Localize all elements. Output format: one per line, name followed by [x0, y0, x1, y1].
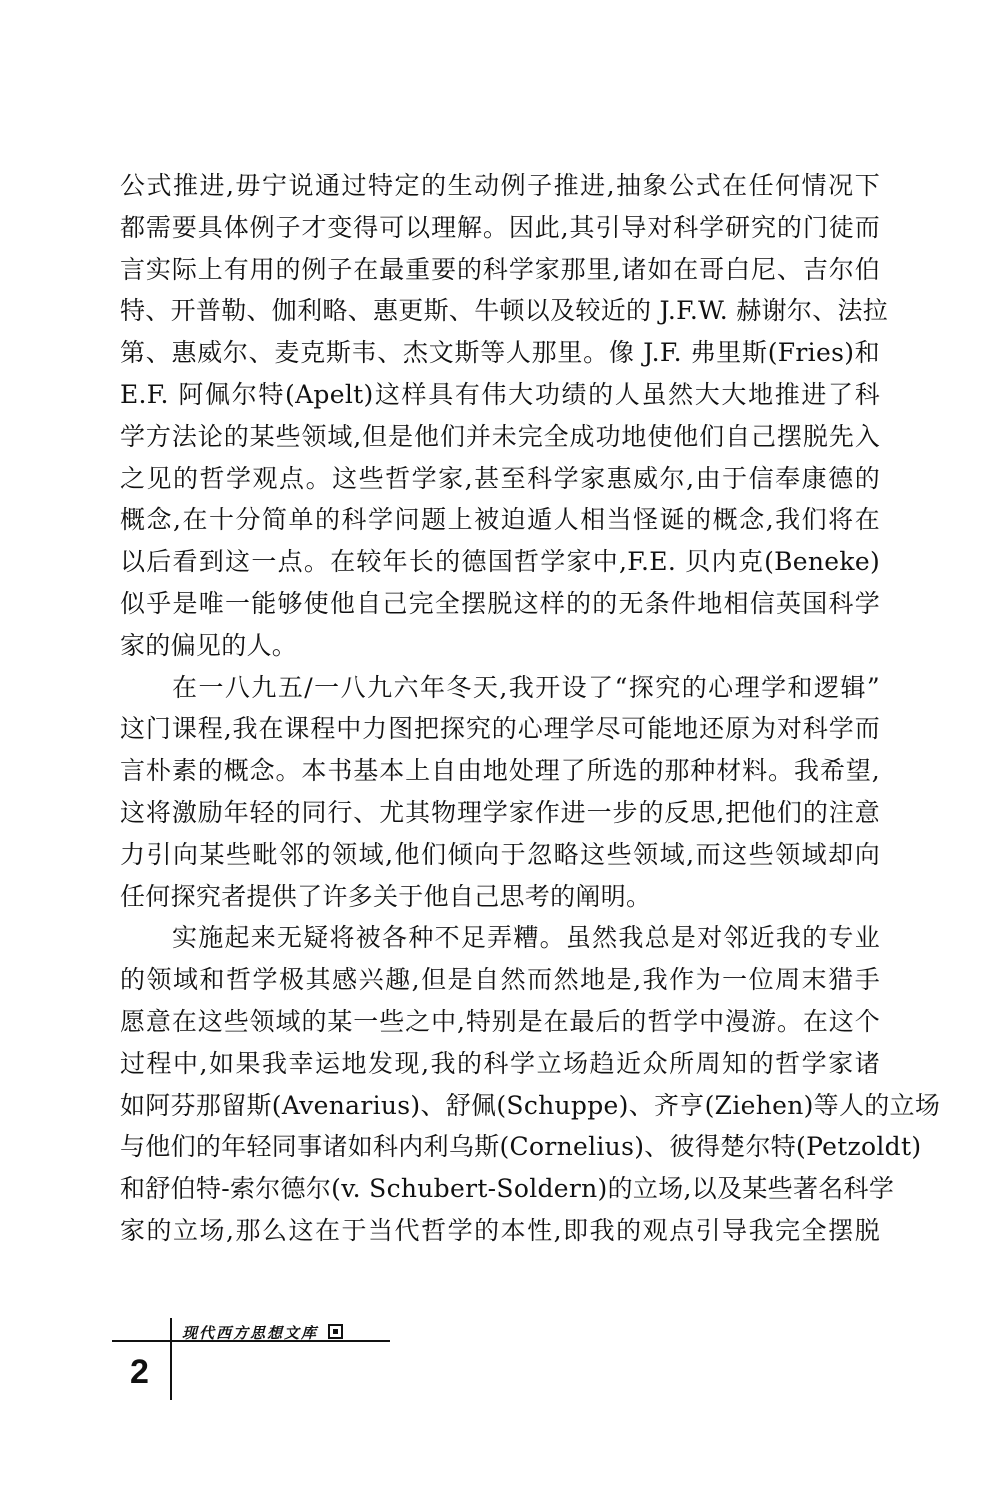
text-line: 公式推进,毋宁说通过特定的生动例子推进,抽象公式在任何情况下	[120, 171, 880, 200]
text-line: 学方法论的某些领域,但是他们并未完全成功地使他们自己摆脱先入	[120, 421, 880, 451]
text-line: 概念,在十分简单的科学问题上被迫遁人相当怪诞的概念,我们将在	[120, 505, 880, 535]
text-line: 言实际上有用的例子在最重要的科学家那里,诸如在哥白尼、吉尔伯	[120, 254, 880, 284]
text-line: 家的立场,那么这在于当代哲学的本性,即我的观点引导我完全摆脱	[120, 1215, 880, 1245]
text-line: 实施起来无疑将被各种不足弄糟。虽然我总是对邻近我的专业	[172, 923, 880, 953]
text-line: 第、惠威尔、麦克斯韦、杰文斯等人那里。像 J.F. 弗里斯(Fries)和	[120, 338, 880, 368]
text-line: 都需要具体例子才变得可以理解。因此,其引导对科学研究的门徒而	[120, 212, 880, 242]
text-line: 和舒伯特-索尔德尔(v. Schubert-Soldern)的立场,以及某些著名科学	[120, 1174, 895, 1204]
series-title-text: 现代西方思想文库	[182, 1324, 319, 1342]
text-line: 以后看到这一点。在较年长的德国哲学家中,F.E. 贝内克(Beneke)	[120, 547, 880, 577]
square-ornament-icon	[328, 1324, 343, 1339]
body-text	[120, 165, 941, 1252]
footer-divider	[170, 1318, 172, 1400]
text-line: 这将激励年轻的同行、尤其物理学家作进一步的反思,把他们的注意	[120, 797, 880, 827]
series-title	[182, 1322, 343, 1343]
text-line: 的领域和哲学极其感兴趣,但是自然而然地是,我作为一位周末猎手	[120, 965, 880, 995]
text-line: 如阿芬那留斯(Avenarius)、舒佩(Schuppe)、齐亨(Ziehen)等人的立场	[120, 1090, 941, 1120]
text-line: 过程中,如果我幸运地发现,我的科学立场趋近众所周知的哲学家诸	[120, 1048, 880, 1078]
text-line: 这门课程,我在课程中力图把探究的心理学尽可能地还原为对科学而	[120, 714, 880, 744]
text-line: 言朴素的概念。本书基本上自由地处理了所选的那种材料。我希望,	[120, 756, 880, 786]
text-line: 与他们的年轻同事诸如科内利乌斯(Cornelius)、彼得楚尔特(Petzoldt)	[120, 1132, 922, 1162]
text-line: 愿意在这些领域的某一些之中,特别是在最后的哲学中漫游。在这个	[120, 1006, 880, 1036]
page-number: 2	[130, 1353, 149, 1391]
text-line: 特、开普勒、伽利略、惠更斯、牛顿以及较近的 J.F.W. 赫谢尔、法拉	[120, 296, 889, 326]
text-line: 家的偏见的人。	[120, 630, 298, 660]
text-line: 在一八九五/一八九六年冬天,我开设了“探究的心理学和逻辑”	[172, 672, 880, 702]
text-line: 力引向某些毗邻的领域,他们倾向于忽略这些领域,而这些领域却向	[120, 839, 880, 869]
text-line: E.F. 阿佩尔特(Apelt)这样具有伟大功绩的人虽然大大地推进了科	[120, 379, 880, 409]
text-line: 任何探究者提供了许多关于他自己思考的阐明。	[120, 881, 652, 911]
text-line: 之见的哲学观点。这些哲学家,甚至科学家惠威尔,由于信奉康德的	[120, 463, 880, 493]
text-line: 似乎是唯一能够使他自己完全摆脱这样的的无条件地相信英国科学	[120, 588, 880, 618]
